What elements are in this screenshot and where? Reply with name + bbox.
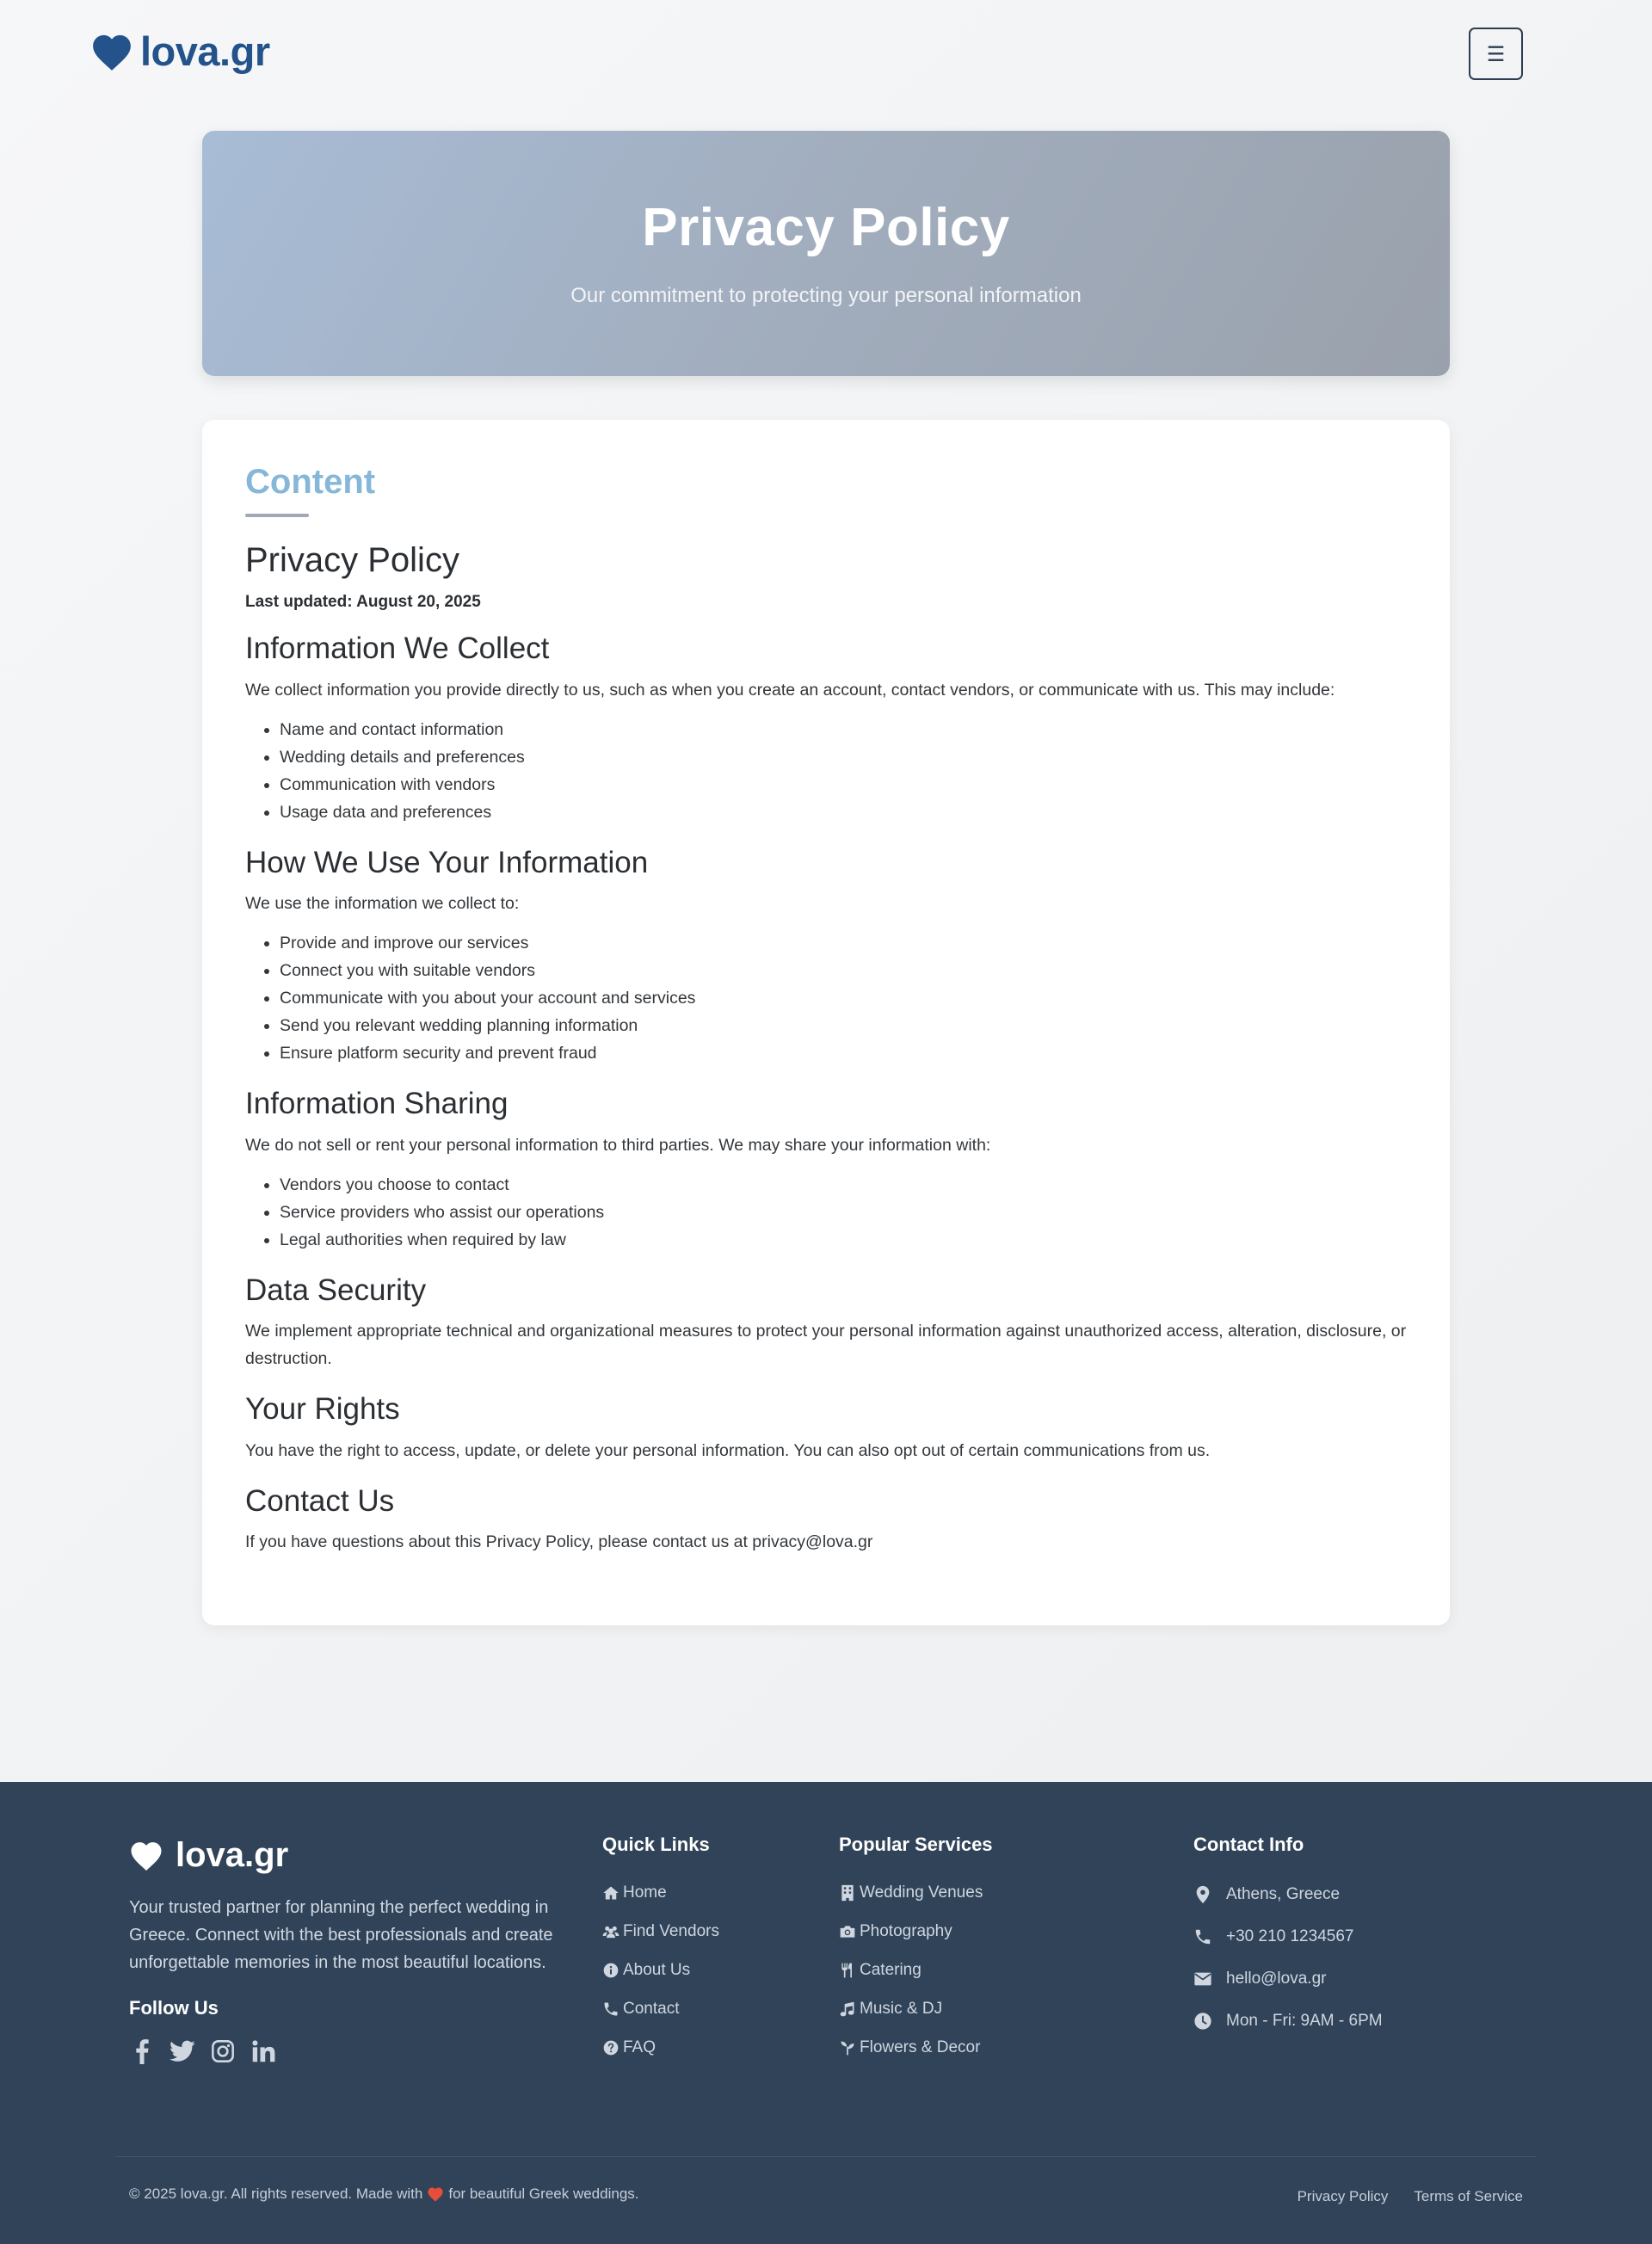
copyright [129,2185,639,2203]
footer-link-faq[interactable] [602,2028,719,2067]
clock-icon [1193,2012,1212,2031]
footer-link-label: Photography [860,1921,952,1940]
footer-link-contact[interactable] [602,1989,719,2028]
section-heading: Your Rights [245,1392,400,1426]
doc-title: Privacy Policy [245,541,459,579]
section-heading: Information We Collect [245,632,550,665]
heart-icon [129,1840,163,1871]
services-list [839,1873,993,2067]
section-text: We implement appropriate technical and organizational measures to protect your personal information against unauthorized access, alteration, disclosure, or destruction. [245,1322,1407,1368]
users-icon [602,1923,620,1940]
footer-link-label: FAQ [623,2037,656,2056]
twitter-icon[interactable] [170,2038,195,2064]
section-list [245,1171,1407,1254]
popular-services-column [839,1834,993,2067]
contact-info-column [1193,1834,1383,2042]
menu-toggle-button[interactable] [1469,28,1523,80]
section-text: We use the information we collect to: [245,894,520,913]
section-heading: Contact Us [245,1483,395,1518]
list-item: • Communication with vendors [280,771,1407,798]
footer-link-label: Wedding Venues [860,1883,983,1902]
section-heading: How We Use Your Information [245,845,649,879]
section-title-underline [245,514,309,517]
section-list [245,929,1407,1067]
footer-link-label: Home [623,1883,667,1902]
site-footer [0,1782,1652,2244]
footer-link-label: Flowers & Decor [860,2037,981,2056]
copyright-text-suffix: for beautiful Greek weddings. [448,2185,639,2202]
envelope-icon [1193,1970,1212,1988]
linkedin-icon[interactable] [250,2038,276,2064]
contact-address [1193,1873,1383,1915]
footer-link-find-vendors[interactable] [602,1912,719,1951]
footer-link-home[interactable] [602,1873,719,1912]
list-item: • Legal authorities when required by law [280,1226,1407,1254]
phone-icon [1193,1927,1212,1946]
site-logo[interactable] [90,28,270,75]
last-updated: Last updated: August 20, 2025 [245,593,481,611]
section-heading: Data Security [245,1273,427,1307]
terms-of-service-link[interactable]: Terms of Service [1414,2188,1523,2204]
list-item: • Provide and improve our services [280,929,1407,957]
footer-link-label: Contact [623,1999,680,2018]
footer-divider [116,2156,1536,2157]
list-item: • Connect you with suitable vendors [280,957,1407,984]
social-links [129,2038,572,2064]
contact-address-text: Athens, Greece [1226,1884,1341,1903]
seedling-icon [839,2039,856,2056]
hamburger-icon: ☰ [1486,41,1506,66]
footer-link-catering[interactable] [839,1951,993,1989]
policy-document [245,541,1407,1556]
heart-icon [427,2186,444,2202]
list-item: • Communicate with you about your account and services [280,984,1407,1012]
contact-email[interactable] [1193,1957,1383,2000]
content-card [202,420,1450,1625]
footer-link-label: Find Vendors [623,1921,719,1940]
building-icon [839,1884,856,1902]
facebook-icon[interactable] [129,2038,155,2064]
quick-links-title: Quick Links [602,1834,710,1855]
list-item: • Ensure platform security and prevent fraud [280,1039,1407,1067]
page-title: Privacy Policy [642,198,1010,257]
footer-link-flowers-decor[interactable] [839,2028,993,2067]
site-header [0,0,1652,108]
music-icon [839,2000,856,2018]
list-item: • Usage data and preferences [280,798,1407,826]
list-item: • Send you relevant wedding planning information [280,1012,1407,1039]
section-title: Content [245,463,376,501]
section-text: If you have questions about this Privacy Policy, please contact us at privacy@lova.gr [245,1532,873,1551]
section-text: You have the right to access, update, or delete your personal information. You can also opt out of certain communications from us. [245,1440,1211,1460]
privacy-policy-link[interactable]: Privacy Policy [1297,2188,1389,2204]
footer-logo[interactable] [129,1836,572,1875]
legal-links [1298,2188,1523,2205]
list-item: • Wedding details and preferences [280,743,1407,771]
logo-text: lova.gr [140,28,270,74]
footer-logo-text: lova.gr [176,1836,289,1874]
footer-link-label: Music & DJ [860,1999,943,2018]
home-icon [602,1884,620,1902]
contact-phone[interactable] [1193,1915,1383,1957]
section-heading: Information Sharing [245,1087,509,1120]
footer-link-label: Catering [860,1960,922,1979]
popular-services-title: Popular Services [839,1834,993,1855]
quick-links-column [602,1834,719,2067]
list-item: • Vendors you choose to contact [280,1171,1407,1199]
footer-link-wedding-venues[interactable] [839,1873,993,1912]
camera-icon [839,1923,856,1940]
footer-link-label: About Us [623,1960,691,1979]
list-item: • Service providers who assist our operations [280,1199,1407,1226]
follow-us-title: Follow Us [129,1997,219,2019]
footer-description: Your trusted partner for planning the perfect wedding in Greece. Connect with the best professionals and create unforgettable memories in the most beautiful locations. [129,1898,553,1972]
footer-link-about[interactable] [602,1951,719,1989]
heart-icon [90,32,133,71]
copyright-text: © 2025 lova.gr. All rights reserved. Made with [129,2185,423,2202]
contact-hours [1193,2000,1383,2042]
map-pin-icon [1193,1885,1212,1904]
question-icon [602,2039,620,2056]
contact-phone-text: +30 210 1234567 [1226,1927,1354,1945]
quick-links-list [602,1873,719,2067]
section-list [245,716,1407,826]
page-hero [202,131,1450,376]
footer-link-music-dj[interactable] [839,1989,993,2028]
section-text: We collect information you provide directly to us, such as when you create an account, contact vendors, or communicate with us. This may include: [245,680,1335,700]
contact-hours-text: Mon - Fri: 9AM - 6PM [1226,2011,1383,2030]
phone-icon [602,2000,620,2018]
instagram-icon[interactable] [210,2038,236,2064]
section-text: We do not sell or rent your personal information to third parties. We may share your information with: [245,1135,991,1155]
utensils-icon [839,1962,856,1979]
contact-email-text: hello@lova.gr [1226,1969,1327,1988]
contact-info-title: Contact Info [1193,1834,1304,1855]
footer-brand [129,1836,572,2064]
footer-link-photography[interactable] [839,1912,993,1951]
page-subtitle: Our commitment to protecting your personal information [570,284,1082,307]
contact-info-list [1193,1873,1383,2042]
info-icon [602,1962,620,1979]
list-item: • Name and contact information [280,716,1407,743]
